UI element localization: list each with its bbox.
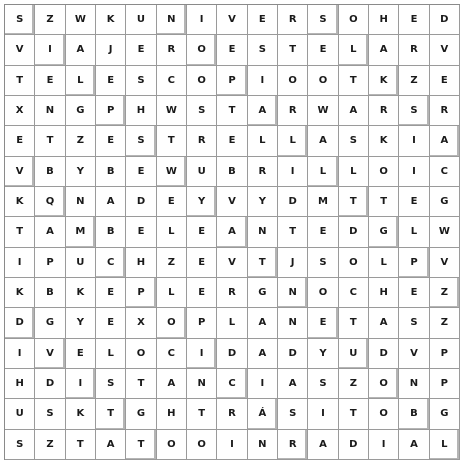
letter-cell[interactable]: N <box>278 308 308 338</box>
letter-cell[interactable]: R <box>399 35 429 65</box>
letter-cell[interactable]: R <box>248 157 278 187</box>
letter-cell[interactable]: R <box>278 96 308 126</box>
letter-cell[interactable]: O <box>126 339 156 369</box>
letter-cell[interactable]: X <box>5 96 35 126</box>
letter-cell[interactable]: E <box>308 217 338 247</box>
letter-cell[interactable]: W <box>308 96 338 126</box>
letter-cell[interactable]: H <box>369 278 399 308</box>
letter-cell[interactable]: N <box>66 187 96 217</box>
letter-cell[interactable]: Z <box>430 278 460 308</box>
letter-cell[interactable]: A <box>369 308 399 338</box>
letter-cell[interactable]: N <box>278 278 308 308</box>
letter-cell[interactable]: I <box>187 339 217 369</box>
word-search-grid <box>4 4 460 460</box>
letter-cell[interactable]: I <box>399 157 429 187</box>
letter-cell[interactable]: N <box>187 369 217 399</box>
letter-cell[interactable]: I <box>217 430 247 460</box>
letter-cell[interactable]: L <box>157 217 187 247</box>
letter-cell[interactable]: T <box>157 126 187 156</box>
letter-cell[interactable]: T <box>369 187 399 217</box>
letter-cell[interactable]: U <box>187 157 217 187</box>
letter-cell[interactable]: O <box>339 5 369 35</box>
letter-cell[interactable]: A <box>248 96 278 126</box>
letter-cell[interactable]: L <box>278 126 308 156</box>
letter-cell[interactable]: L <box>217 308 247 338</box>
letter-cell[interactable]: O <box>187 66 217 96</box>
letter-cell[interactable]: R <box>369 96 399 126</box>
letter-cell[interactable]: S <box>35 399 65 429</box>
letter-cell[interactable]: P <box>430 339 460 369</box>
letter-cell[interactable]: I <box>399 126 429 156</box>
letter-cell[interactable]: A <box>308 430 338 460</box>
letter-cell[interactable]: D <box>278 339 308 369</box>
letter-cell[interactable]: A <box>369 35 399 65</box>
letter-cell[interactable]: A <box>308 126 338 156</box>
letter-cell[interactable]: I <box>369 430 399 460</box>
letter-cell[interactable]: U <box>5 399 35 429</box>
letter-cell[interactable]: Y <box>187 187 217 217</box>
letter-cell[interactable]: E <box>399 187 429 217</box>
letter-cell[interactable]: M <box>66 217 96 247</box>
letter-cell[interactable]: R <box>187 126 217 156</box>
letter-cell[interactable]: O <box>157 430 187 460</box>
letter-cell[interactable]: E <box>187 278 217 308</box>
letter-cell[interactable]: L <box>369 248 399 278</box>
letter-cell[interactable]: I <box>35 35 65 65</box>
letter-cell[interactable]: V <box>5 35 35 65</box>
letter-cell[interactable]: D <box>278 187 308 217</box>
letter-cell[interactable]: B <box>35 278 65 308</box>
letter-cell[interactable]: E <box>217 126 247 156</box>
letter-cell[interactable]: Z <box>66 126 96 156</box>
letter-cell[interactable]: B <box>96 157 126 187</box>
letter-cell[interactable]: O <box>369 157 399 187</box>
letter-cell[interactable]: A <box>339 96 369 126</box>
letter-cell[interactable]: S <box>126 126 156 156</box>
letter-cell[interactable]: D <box>339 430 369 460</box>
letter-cell[interactable]: L <box>248 126 278 156</box>
letter-cell[interactable]: L <box>66 66 96 96</box>
letter-cell[interactable]: L <box>430 430 460 460</box>
letter-cell[interactable]: L <box>308 157 338 187</box>
letter-cell[interactable]: P <box>35 248 65 278</box>
letter-cell[interactable]: Y <box>66 157 96 187</box>
letter-cell[interactable]: J <box>278 248 308 278</box>
letter-cell[interactable]: T <box>339 399 369 429</box>
letter-cell[interactable]: R <box>278 430 308 460</box>
letter-cell[interactable]: E <box>187 217 217 247</box>
letter-cell[interactable]: I <box>248 369 278 399</box>
letter-cell[interactable]: T <box>339 308 369 338</box>
letter-cell[interactable]: T <box>187 399 217 429</box>
letter-cell[interactable]: N <box>248 430 278 460</box>
letter-cell[interactable]: V <box>430 248 460 278</box>
letter-cell[interactable]: K <box>66 278 96 308</box>
letter-cell[interactable]: K <box>369 66 399 96</box>
letter-cell[interactable]: P <box>96 96 126 126</box>
letter-cell[interactable]: J <box>96 35 126 65</box>
letter-cell[interactable]: A <box>96 187 126 217</box>
letter-cell[interactable]: A <box>248 308 278 338</box>
letter-cell[interactable]: A <box>66 35 96 65</box>
letter-cell[interactable]: T <box>66 430 96 460</box>
letter-cell[interactable]: G <box>369 217 399 247</box>
letter-cell[interactable]: P <box>187 308 217 338</box>
letter-cell[interactable]: L <box>157 278 187 308</box>
letter-cell[interactable]: E <box>217 35 247 65</box>
letter-cell[interactable]: S <box>399 308 429 338</box>
letter-cell[interactable]: C <box>430 157 460 187</box>
letter-cell[interactable]: S <box>339 126 369 156</box>
letter-cell[interactable]: I <box>187 5 217 35</box>
letter-cell[interactable]: T <box>339 187 369 217</box>
letter-cell[interactable]: K <box>369 126 399 156</box>
letter-cell[interactable]: N <box>157 5 187 35</box>
letter-cell[interactable]: H <box>126 248 156 278</box>
letter-cell[interactable]: R <box>430 96 460 126</box>
letter-cell[interactable]: S <box>5 5 35 35</box>
letter-cell[interactable]: S <box>399 96 429 126</box>
letter-cell[interactable]: K <box>66 399 96 429</box>
letter-cell[interactable]: C <box>339 278 369 308</box>
letter-cell[interactable]: A <box>430 126 460 156</box>
letter-cell[interactable]: E <box>308 35 338 65</box>
letter-cell[interactable]: D <box>430 5 460 35</box>
letter-cell[interactable]: N <box>35 96 65 126</box>
letter-cell[interactable]: W <box>66 5 96 35</box>
letter-cell[interactable]: D <box>5 308 35 338</box>
letter-cell[interactable]: O <box>308 278 338 308</box>
letter-cell[interactable]: L <box>96 339 126 369</box>
letter-cell[interactable]: G <box>126 399 156 429</box>
letter-cell[interactable]: L <box>339 35 369 65</box>
letter-cell[interactable]: I <box>5 248 35 278</box>
letter-cell[interactable]: Z <box>35 430 65 460</box>
letter-cell[interactable]: T <box>126 430 156 460</box>
letter-cell[interactable]: Z <box>35 5 65 35</box>
letter-cell[interactable]: I <box>308 399 338 429</box>
letter-cell[interactable]: T <box>35 126 65 156</box>
letter-cell[interactable]: H <box>126 96 156 126</box>
letter-cell[interactable]: S <box>308 248 338 278</box>
letter-cell[interactable]: D <box>369 339 399 369</box>
letter-cell[interactable]: I <box>66 369 96 399</box>
letter-cell[interactable]: T <box>278 35 308 65</box>
letter-cell[interactable]: E <box>187 248 217 278</box>
letter-cell[interactable]: A <box>96 430 126 460</box>
letter-cell[interactable]: P <box>399 248 429 278</box>
letter-cell[interactable]: E <box>35 66 65 96</box>
letter-cell[interactable]: U <box>126 5 156 35</box>
letter-cell[interactable]: G <box>35 308 65 338</box>
letter-cell[interactable]: G <box>66 96 96 126</box>
letter-cell[interactable]: B <box>399 399 429 429</box>
letter-cell[interactable]: T <box>278 217 308 247</box>
letter-cell[interactable]: T <box>248 248 278 278</box>
letter-cell[interactable]: B <box>217 157 247 187</box>
letter-cell[interactable]: H <box>369 5 399 35</box>
letter-cell[interactable]: B <box>96 217 126 247</box>
letter-cell[interactable]: O <box>187 35 217 65</box>
letter-cell[interactable]: A <box>35 217 65 247</box>
letter-cell[interactable]: T <box>126 369 156 399</box>
letter-cell[interactable]: T <box>96 399 126 429</box>
letter-cell[interactable]: Z <box>339 369 369 399</box>
letter-cell[interactable]: E <box>430 66 460 96</box>
letter-cell[interactable]: C <box>96 248 126 278</box>
letter-cell[interactable]: P <box>217 66 247 96</box>
letter-cell[interactable]: Y <box>66 308 96 338</box>
letter-cell[interactable]: V <box>399 339 429 369</box>
letter-cell[interactable]: R <box>217 399 247 429</box>
letter-cell[interactable]: U <box>339 339 369 369</box>
letter-cell[interactable]: A <box>217 217 247 247</box>
letter-cell[interactable]: R <box>157 35 187 65</box>
letter-cell[interactable]: G <box>430 399 460 429</box>
letter-cell[interactable]: E <box>96 278 126 308</box>
letter-cell[interactable]: K <box>96 5 126 35</box>
letter-cell[interactable]: H <box>157 399 187 429</box>
letter-cell[interactable]: E <box>126 217 156 247</box>
letter-cell[interactable]: D <box>217 339 247 369</box>
letter-cell[interactable]: W <box>157 157 187 187</box>
letter-cell[interactable]: O <box>187 430 217 460</box>
letter-cell[interactable]: O <box>369 369 399 399</box>
letter-cell[interactable]: S <box>96 369 126 399</box>
letter-cell[interactable]: T <box>5 66 35 96</box>
letter-cell[interactable]: P <box>430 369 460 399</box>
letter-cell[interactable]: U <box>66 248 96 278</box>
letter-cell[interactable]: E <box>96 308 126 338</box>
letter-cell[interactable]: C <box>217 369 247 399</box>
letter-cell[interactable]: E <box>96 66 126 96</box>
letter-cell[interactable]: X <box>126 308 156 338</box>
letter-cell[interactable]: T <box>339 66 369 96</box>
letter-cell[interactable]: Y <box>308 339 338 369</box>
letter-cell[interactable]: K <box>5 278 35 308</box>
letter-cell[interactable]: E <box>66 339 96 369</box>
letter-cell[interactable]: Á <box>248 399 278 429</box>
letter-cell[interactable]: C <box>157 66 187 96</box>
letter-cell[interactable]: E <box>308 308 338 338</box>
letter-cell[interactable]: G <box>430 187 460 217</box>
letter-cell[interactable]: V <box>217 248 247 278</box>
letter-cell[interactable]: E <box>399 5 429 35</box>
letter-cell[interactable]: O <box>157 308 187 338</box>
letter-cell[interactable]: N <box>399 369 429 399</box>
letter-cell[interactable]: A <box>248 339 278 369</box>
letter-cell[interactable]: I <box>248 66 278 96</box>
letter-cell[interactable]: I <box>278 157 308 187</box>
letter-cell[interactable]: B <box>35 157 65 187</box>
letter-cell[interactable]: M <box>308 187 338 217</box>
letter-cell[interactable]: I <box>5 339 35 369</box>
letter-cell[interactable]: E <box>248 5 278 35</box>
letter-cell[interactable]: D <box>339 217 369 247</box>
letter-cell[interactable]: N <box>248 217 278 247</box>
letter-cell[interactable]: S <box>308 5 338 35</box>
letter-cell[interactable]: O <box>339 248 369 278</box>
letter-cell[interactable]: Z <box>430 308 460 338</box>
letter-cell[interactable]: A <box>399 430 429 460</box>
letter-cell[interactable]: V <box>217 187 247 217</box>
letter-cell[interactable]: S <box>187 96 217 126</box>
letter-cell[interactable]: S <box>5 430 35 460</box>
letter-cell[interactable]: W <box>157 96 187 126</box>
letter-cell[interactable]: V <box>35 339 65 369</box>
letter-cell[interactable]: H <box>5 369 35 399</box>
letter-cell[interactable]: R <box>217 278 247 308</box>
letter-cell[interactable]: O <box>308 66 338 96</box>
letter-cell[interactable]: L <box>399 217 429 247</box>
letter-cell[interactable]: O <box>369 399 399 429</box>
letter-cell[interactable]: A <box>157 369 187 399</box>
letter-cell[interactable]: E <box>157 187 187 217</box>
letter-cell[interactable]: A <box>278 369 308 399</box>
letter-cell[interactable]: S <box>126 66 156 96</box>
letter-cell[interactable]: V <box>430 35 460 65</box>
letter-cell[interactable]: S <box>308 369 338 399</box>
letter-cell[interactable]: E <box>126 35 156 65</box>
letter-cell[interactable]: E <box>399 278 429 308</box>
letter-cell[interactable]: Y <box>248 187 278 217</box>
letter-cell[interactable]: E <box>5 126 35 156</box>
letter-cell[interactable]: P <box>126 278 156 308</box>
letter-cell[interactable]: W <box>430 217 460 247</box>
letter-cell[interactable]: E <box>126 157 156 187</box>
letter-cell[interactable]: V <box>5 157 35 187</box>
letter-cell[interactable]: T <box>217 96 247 126</box>
letter-cell[interactable]: O <box>278 66 308 96</box>
letter-cell[interactable]: G <box>248 278 278 308</box>
letter-cell[interactable]: L <box>339 157 369 187</box>
letter-cell[interactable]: Q <box>35 187 65 217</box>
letter-cell[interactable]: S <box>248 35 278 65</box>
letter-cell[interactable]: K <box>5 187 35 217</box>
letter-cell[interactable]: T <box>5 217 35 247</box>
letter-cell[interactable]: D <box>126 187 156 217</box>
letter-cell[interactable]: S <box>278 399 308 429</box>
letter-cell[interactable]: Z <box>399 66 429 96</box>
letter-cell[interactable]: E <box>96 126 126 156</box>
letter-cell[interactable]: Z <box>157 248 187 278</box>
letter-cell[interactable]: R <box>278 5 308 35</box>
letter-cell[interactable]: V <box>217 5 247 35</box>
letter-cell[interactable]: C <box>157 339 187 369</box>
letter-cell[interactable]: D <box>35 369 65 399</box>
